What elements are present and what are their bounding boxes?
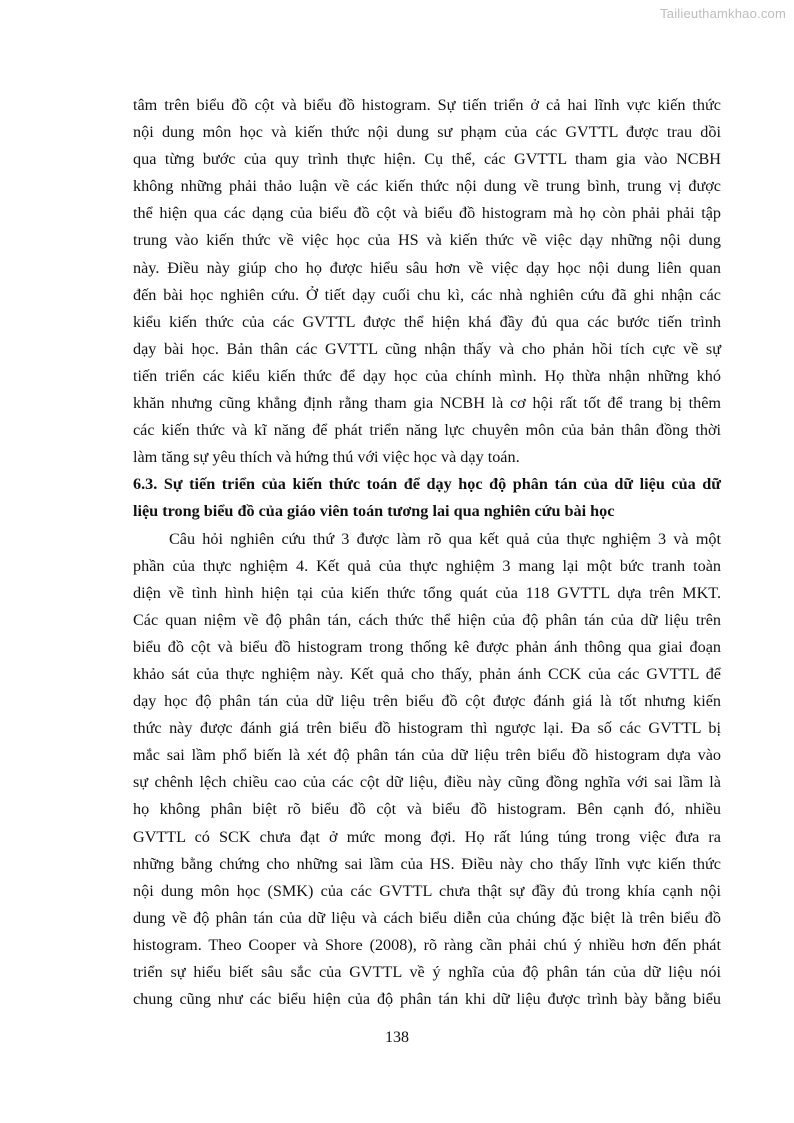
- text-line: những bằng chứng cho những sai lầm của HS. Điều này cho thấy lĩnh vực kiến thức: [133, 854, 721, 873]
- text-line: biểu đồ cột và biểu đồ histogram trong thống kê được phản ánh thông qua giai đoạn: [133, 637, 721, 656]
- text-line: khảo sát của thực nghiệm này. Kết quả cho thấy, phản ánh CCK của các GVTTL để: [133, 664, 721, 683]
- text-line: dạy bài học. Bản thân các GVTTL cũng nhận thấy và cho phản hồi tích cực về sự: [133, 339, 721, 358]
- text-line: tiến triển các kiểu kiến thức để dạy học của chính mình. Họ thừa nhận những khó: [133, 366, 721, 385]
- text-line: chung cũng như các biểu hiện của độ phân tán khi dữ liệu được trình bày bằng biểu: [133, 990, 721, 1009]
- text-line: nội dung môn học (SMK) của các GVTTL chưa thật sự đầy đủ trong khía cạnh nội: [133, 881, 721, 900]
- text-line: histogram. Theo Cooper và Shore (2008), rõ ràng cần phải chú ý nhiều hơn đến phát: [133, 935, 721, 954]
- text-line: thức này được đánh giá trên biểu đồ histogram thì ngược lại. Đa số các GVTTL bị: [133, 719, 721, 738]
- text-line: GVTTL có SCK chưa đạt ở mức mong đợi. Họ rất lúng túng trong việc đưa ra: [133, 827, 721, 846]
- text-line: làm tăng sự yêu thích và hứng thú với việc học và dạy toán.: [133, 448, 520, 467]
- text-line: dạy học độ phân tán của dữ liệu trên biểu đồ cột được đánh giá là tốt nhưng kiến: [133, 692, 721, 711]
- text-line: tâm trên biểu đồ cột và biểu đồ histogram. Sự tiến triển ở cả hai lĩnh vực kiến thức: [133, 96, 721, 114]
- text-line: không những phải thảo luận về các kiến thức nội dung về trung bình, trung vị được: [133, 177, 721, 196]
- section-heading: [133, 471, 721, 525]
- text-line: diện về tình hình hiện tại của kiến thức tổng quát của 118 GVTTL dựa trên MKT.: [133, 583, 721, 602]
- text-line: phần của thực nghiệm 4. Kết quả của thực nghiệm 3 mang lại một bức tranh toàn: [133, 556, 721, 575]
- text-line: này. Điều này giúp cho họ được hiểu sâu hơn về việc dạy học nội dung liên quan: [133, 258, 721, 277]
- text-line: dung về độ phân tán của dữ liệu và cách biểu diễn của chúng đặc biệt là trên biểu đồ: [133, 908, 721, 927]
- text-line: họ không phân biệt rõ biểu đồ cột và biểu đồ histogram. Bên cạnh đó, nhiều: [133, 800, 721, 819]
- text-line: đến bài học nghiên cứu. Ở tiết dạy cuối chu kì, các nhà nghiên cứu đã ghi nhận các: [133, 285, 721, 304]
- text-line: Các quan niệm về độ phân tán, cách thức thể hiện của độ phân tán của dữ liệu trên: [133, 610, 721, 629]
- document-body: [133, 92, 721, 1013]
- text-line: thể hiện qua các dạng của biểu đồ cột và biểu đồ histogram mà họ còn phải phải tập: [133, 204, 721, 223]
- heading-line: 6.3. Sự tiến triển của kiến thức toán để dạy học độ phân tán của dữ liệu của dữ: [133, 475, 721, 494]
- text-line: kiểu kiến thức của các GVTTL được thể hiện khá đầy đủ qua các bước tiến trình: [133, 312, 721, 331]
- text-line: mắc sai lầm phổ biến là xét độ phân tán của dữ liệu trên biểu đồ histogram dựa vào: [133, 746, 721, 765]
- text-line: khăn nhưng cũng khẳng định rằng tham gia NCBH là cơ hội rất tốt để trang bị thêm: [133, 394, 721, 413]
- page-number: 138: [385, 1029, 409, 1046]
- text-line: Câu hỏi nghiên cứu thứ 3 được làm rõ qua kết quả của thực nghiệm 3 và một: [169, 529, 721, 548]
- text-line: các kiến thức và kĩ năng để phát triển năng lực chuyên môn của bản thân đồng thời: [133, 421, 721, 440]
- text-line: triển sự hiểu biết sâu sắc của GVTTL về ý nghĩa của độ phân tán của dữ liệu nói: [133, 963, 721, 981]
- heading-line: liệu trong biểu đồ của giáo viên toán tương lai qua nghiên cứu bài học: [133, 502, 615, 521]
- watermark-text: Tailieuthamkhao.com: [660, 6, 786, 21]
- paragraph-2: [133, 526, 721, 1014]
- paragraph-1: [133, 92, 721, 471]
- text-line: sự chênh lệch chiều cao của các cột dữ liệu, điều này cũng đồng nghĩa với sai lầm là: [133, 773, 721, 792]
- text-line: trung vào kiến thức về việc học của HS và kiến thức về việc dạy những nội dung: [133, 231, 721, 250]
- text-line: qua từng bước của quy trình thực hiện. Cụ thể, các GVTTL tham gia vào NCBH: [133, 150, 721, 169]
- text-line: nội dung môn học và kiến thức nội dung sư phạm của các GVTTL được trau dồi: [133, 123, 721, 142]
